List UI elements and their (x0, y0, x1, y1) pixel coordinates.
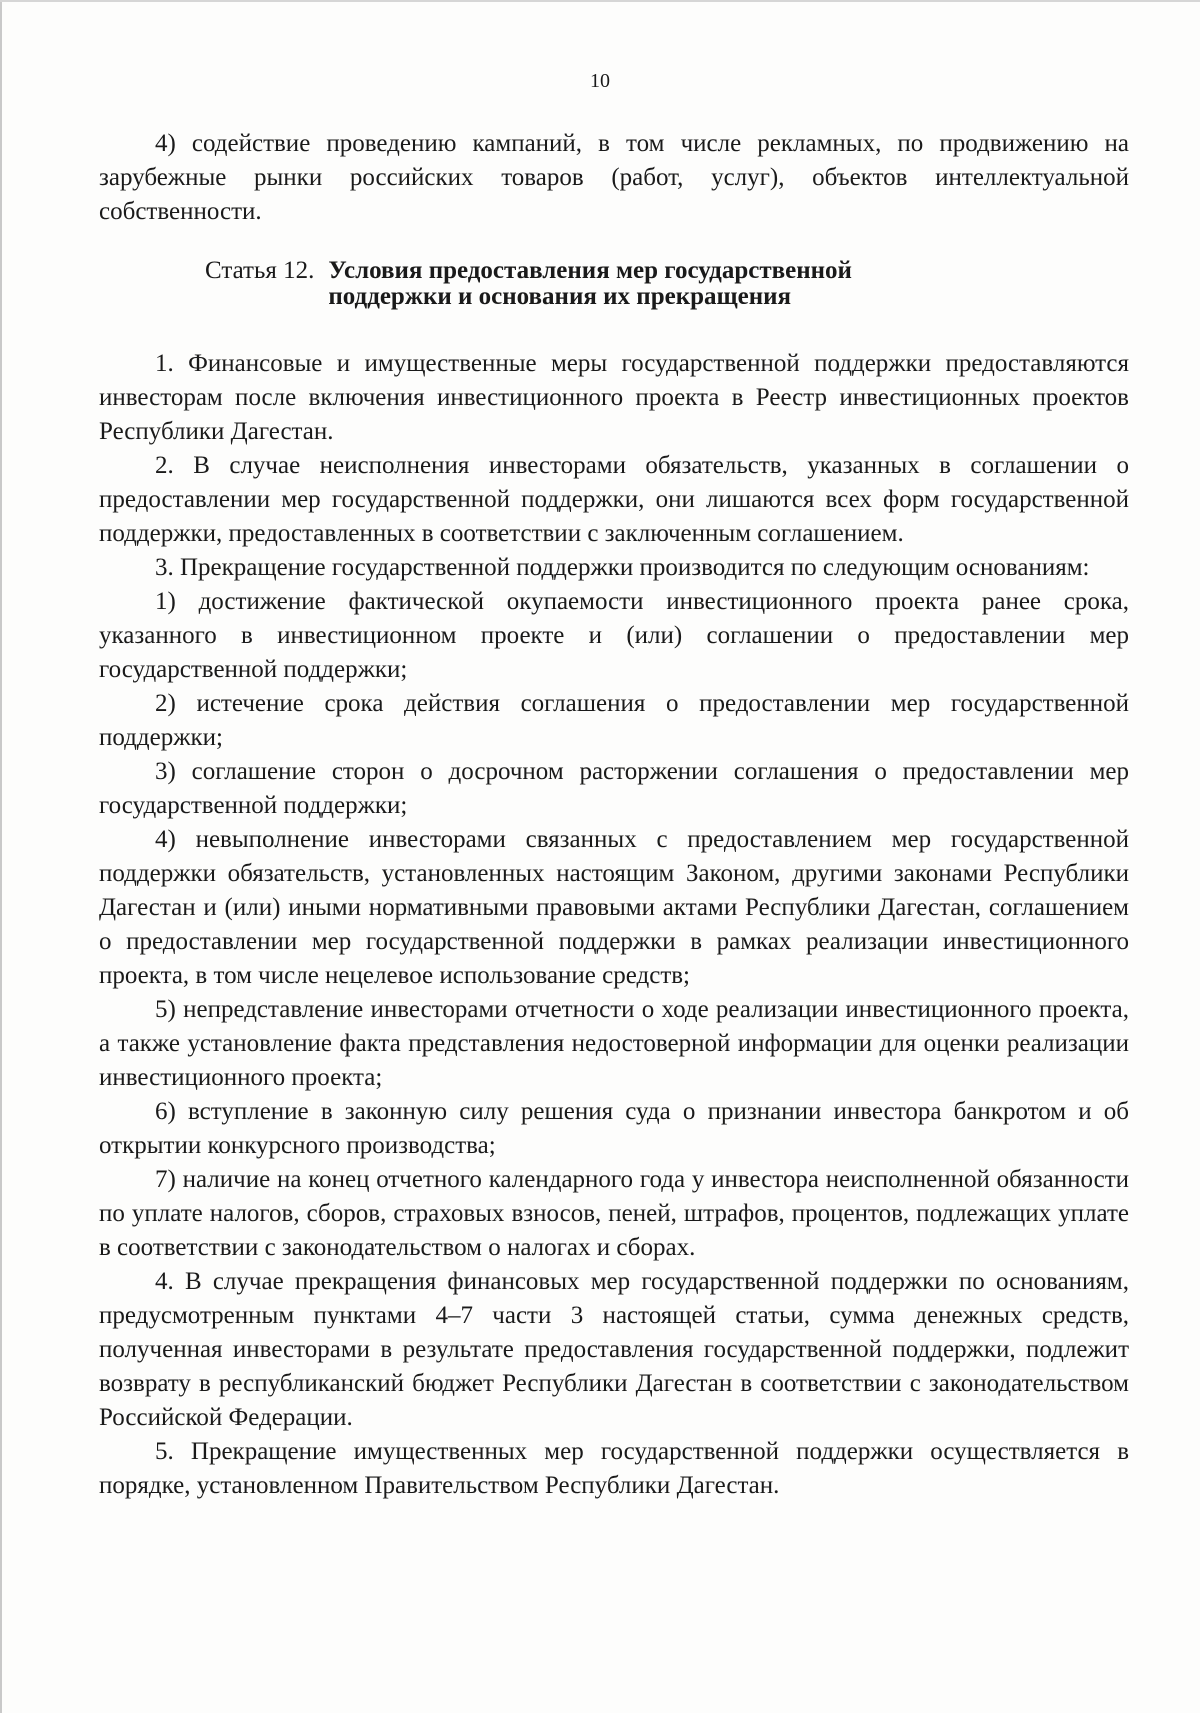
list-item-5: 5) непредставление инвесторами отчетности о ходе реализации инвестиционного проекта, а также установление факта представления недостоверной информации для оценки реализации инвестиционного проекта; (99, 996, 1129, 1091)
paragraph-4: 4. В случае прекращения финансовых мер государственной поддержки по основаниям, предусмотренным пунктами 4–7 части 3 настоящей статьи, сумма денежных средств, полученная инвесторами в результате предоставления государственной поддержки, подлежит возврату в республиканский бюджет Республики Дагестан в соответствии с законодательством Российской Федерации. (99, 1268, 1129, 1431)
list-item-6: 6) вступление в законную силу решения суда о признании инвестора банкротом и об открытии конкурсного производства; (99, 1098, 1129, 1159)
article-title-line-1: Условия предоставления мер государственной (328, 257, 852, 284)
scan-edge-left (0, 0, 2, 1713)
intro-paragraph: 4) содействие проведению кампаний, в том числе рекламных, по продвижению на зарубежные рынки российских товаров (работ, услуг), объектов интеллектуальной собственности. (99, 130, 1129, 225)
list-item-3: 3) соглашение сторон о досрочном расторжении соглашения о предоставлении мер государственной поддержки; (99, 758, 1129, 819)
list-item-4: 4) невыполнение инвесторами связанных с предоставлением мер государственной поддержки обязательств, установленных настоящим Законом, другими законами Республики Дагестан и (или) иными нормативными правовыми актами Республики Дагестан, соглашением о предоставлении мер государственной поддержки в рамках реализации инвестиционного проекта, в том числе нецелевое использование средств; (99, 826, 1129, 989)
paragraph-3: 3. Прекращение государственной поддержки производится по следующим основаниям: (155, 554, 1090, 581)
article-title-line-2: поддержки и основания их прекращения (328, 283, 792, 310)
scan-edge-top (0, 0, 1200, 2)
list-item-2: 2) истечение срока действия соглашения о предоставлении мер государственной поддержки; (99, 690, 1129, 751)
article-label: Статья 12. (205, 257, 315, 284)
article-heading (99, 258, 1129, 310)
page-number: 10 (590, 70, 610, 92)
list-item-1: 1) достижение фактической окупаемости инвестиционного проекта ранее срока, указанного в инвестиционном проекте и (или) соглашении о предоставлении мер государственной поддержки; (99, 588, 1129, 683)
list-item-7: 7) наличие на конец отчетного календарного года у инвестора неисполненной обязанности по уплате налогов, сборов, страховых взносов, пеней, штрафов, процентов, подлежащих уплате в соответствии с законодательством о налогах и сборах. (99, 1166, 1129, 1261)
document-body (99, 127, 1129, 1503)
paragraph-1: 1. Финансовые и имущественные меры государственной поддержки предоставляются инвесторам после включения инвестиционного проекта в Реестр инвестиционных проектов Республики Дагестан. (99, 350, 1129, 445)
paragraph-5: 5. Прекращение имущественных мер государственной поддержки осуществляется в порядке, установленном Правительством Республики Дагестан. (99, 1438, 1129, 1499)
article-title (328, 258, 852, 310)
paragraph-2: 2. В случае неисполнения инвесторами обязательств, указанных в соглашении о предоставлении мер государственной поддержки, они лишаются всех форм государственной поддержки, предоставленных в соответствии с заключенным соглашением. (99, 452, 1129, 547)
